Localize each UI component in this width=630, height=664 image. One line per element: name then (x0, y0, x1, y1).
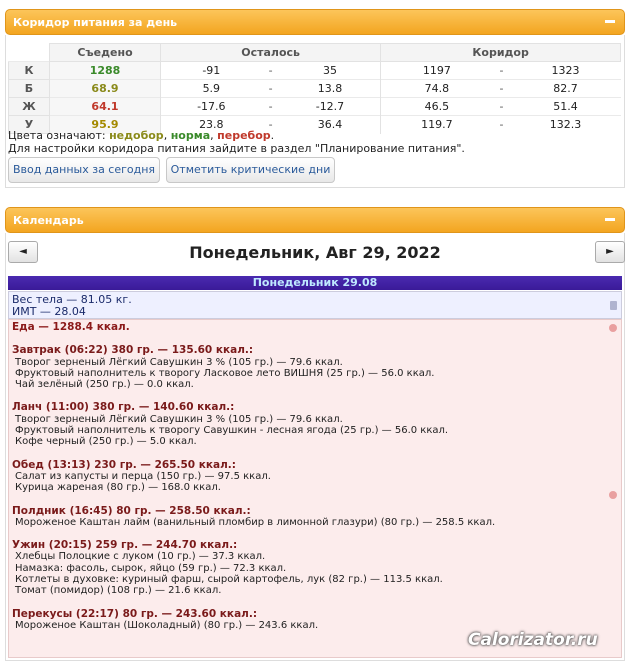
eaten-value: 1288 (50, 62, 161, 80)
dash: - (262, 80, 280, 98)
calendar-date-title: Понедельник, Авг 29, 2022 (189, 243, 441, 262)
food-item: Курица жареная (80 гр.) — 168.0 ккал. (15, 482, 221, 494)
watermark-logo: Calorizator.ru (468, 630, 598, 650)
table-row (9, 80, 621, 98)
corridor-max: 132.3 (511, 116, 621, 134)
meal-header-snacks: Перекусы (22:17) 80 гр. — 243.60 ккал.: (12, 607, 258, 620)
header-left: Осталось (161, 44, 381, 62)
food-item: Фруктовый наполнитель к творогу Савушкин - лесная ягода (25 гр.) — 56.0 ккал. (15, 425, 449, 437)
meal-header-lunch: Ланч (11:00) 380 гр. — 140.60 ккал.: (12, 401, 235, 414)
corridor-panel-title: Коридор питания за день (13, 16, 178, 29)
meal-header-supper: Ужин (20:15) 259 гр. — 244.70 ккал.: (12, 539, 238, 552)
food-item: Хлебцы Полоцкие с луком (10 гр.) — 37.3 ккал. (15, 551, 266, 563)
food-item: Творог зерненый Лёгкий Савушкин 3 % (105 гр.) — 79.6 ккал. (15, 356, 343, 368)
left-min: -91 (161, 62, 262, 80)
header-eaten: Съедено (50, 44, 161, 62)
meal-header-afternoon: Полдник (16:45) 80 гр. — 258.50 ккал.: (12, 504, 251, 517)
food-item: Томат (помидор) (108 гр.) — 21.6 ккал. (15, 585, 222, 597)
food-item: Мороженое Каштан лайм (ванильный пломбир в лимонной глазури) (80 гр.) — 258.5 ккал. (15, 516, 496, 528)
food-item: Кофе черный (250 гр.) — 5.0 ккал. (15, 436, 197, 448)
dash: - (493, 80, 511, 98)
corridor-max: 1323 (511, 62, 621, 80)
food-pin-icon[interactable] (609, 324, 617, 332)
dash: - (262, 98, 280, 116)
prev-day-button[interactable]: ◄ (8, 241, 38, 263)
legend-over: перебор (217, 129, 271, 142)
next-day-button[interactable]: ► (595, 241, 625, 263)
meal-header-dinner: Обед (13:13) 230 гр. — 265.50 ккал.: (12, 458, 236, 471)
corridor-table (8, 43, 621, 134)
corridor-max: 51.4 (511, 98, 621, 116)
legend-norm: норма (170, 129, 211, 142)
calendar-panel-title: Календарь (13, 214, 84, 227)
weight-block (8, 291, 622, 319)
food-item: Творог зерненый Лёгкий Савушкин 3 % (105 гр.) — 79.6 ккал. (15, 413, 343, 425)
table-header-empty (9, 44, 50, 62)
header-corridor: Коридор (381, 44, 621, 62)
corridor-panel-header (5, 9, 625, 35)
enter-today-button[interactable]: Ввод данных за сегодня (8, 157, 160, 183)
left-min: -17.6 (161, 98, 262, 116)
legend-line (8, 129, 465, 142)
eaten-value: 68.9 (50, 80, 161, 98)
food-item: Салат из капусты и перца (150 гр.) — 97.5 ккал. (15, 470, 271, 482)
left-max: 36.4 (280, 116, 381, 134)
mark-critical-days-button[interactable]: Отметить критические дни (166, 157, 335, 183)
dash: - (262, 62, 280, 80)
table-row (9, 98, 621, 116)
calendar-panel-header (5, 207, 625, 233)
legend-prefix: Цвета означают: (8, 129, 106, 142)
minimize-icon[interactable] (605, 218, 615, 221)
food-item: Фруктовый наполнитель к творогу Ласковое лето ВИШНЯ (25 гр.) — 56.0 ккал. (15, 367, 435, 379)
bmi-value: ИМТ — 28.04 (12, 305, 86, 318)
trash-icon[interactable] (610, 301, 617, 310)
dash: - (493, 98, 511, 116)
corridor-min: 119.7 (381, 116, 493, 134)
dash: - (493, 62, 511, 80)
row-label: Б (9, 80, 50, 98)
food-total: Еда — 1288.4 ккал. (12, 321, 130, 333)
meal-header-breakfast: Завтрак (06:22) 380 гр. — 135.60 ккал.: (12, 344, 254, 357)
row-label: К (9, 62, 50, 80)
eaten-value: 64.1 (50, 98, 161, 116)
food-block (8, 319, 622, 658)
legend-under: недобор (109, 129, 164, 142)
color-legend (8, 129, 465, 155)
left-max: -12.7 (280, 98, 381, 116)
food-item: Котлеты в духовке: куриный фарш, сырой картофель, лук (82 гр.) — 113.5 ккал. (15, 574, 443, 586)
minimize-icon[interactable] (605, 20, 615, 23)
table-row (9, 62, 621, 80)
left-max: 13.8 (280, 80, 381, 98)
legend-separator: , (210, 129, 214, 142)
weight-value: Вес тела — 81.05 кг. (12, 293, 132, 306)
day-header-bar[interactable]: Понедельник 29.08 (8, 276, 622, 290)
corridor-min: 46.5 (381, 98, 493, 116)
row-label: Ж (9, 98, 50, 116)
eaten-value: 95.9 (50, 116, 161, 134)
corridor-min: 74.8 (381, 80, 493, 98)
food-pin-icon[interactable] (609, 491, 617, 499)
table-header-row (9, 44, 621, 62)
legend-separator: , (163, 129, 168, 142)
left-min: 23.8 (161, 116, 262, 134)
food-item: Намазка: фасоль, сырок, яйцо (59 гр.) — 72.3 ккал. (15, 562, 287, 574)
legend-note: Для настройки коридора питания зайдите в раздел "Планирование питания". (8, 142, 465, 155)
left-max: 35 (280, 62, 381, 80)
dash: - (262, 116, 280, 134)
corridor-max: 82.7 (511, 80, 621, 98)
left-min: 5.9 (161, 80, 262, 98)
dash: - (493, 116, 511, 134)
corridor-min: 1197 (381, 62, 493, 80)
legend-end: . (270, 129, 275, 142)
food-item: Чай зелёный (250 гр.) — 0.0 ккал. (15, 379, 194, 391)
food-item: Мороженое Каштан (Шоколадный) (80 гр.) — 243.6 ккал. (15, 619, 319, 631)
row-label: У (9, 116, 50, 134)
